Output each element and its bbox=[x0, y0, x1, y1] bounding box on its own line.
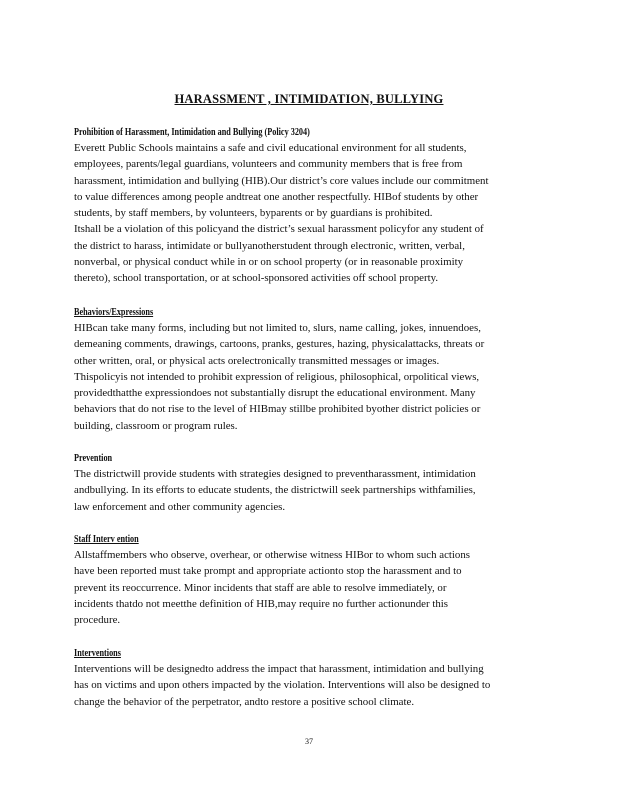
section-behaviors bbox=[74, 306, 550, 434]
document-title: HARASSMENT , INTIMIDATION, BULLYING bbox=[174, 92, 444, 106]
text-line: building, classroom or program rules. bbox=[74, 419, 238, 432]
text-line: Itshall be a violation of this policyand the district’s sexual harassment policyfor any student of bbox=[74, 223, 484, 236]
text-line: The districtwill provide students with strategies designed to preventharassment, intimidation bbox=[74, 468, 476, 480]
text-line: Allstaffmembers who observe, overhear, or otherwise witness HIBor to whom such actions bbox=[74, 549, 471, 561]
text-line: employees, parents/legal guardians, volunteers and community members that is free from bbox=[74, 158, 463, 171]
text-line: prevent its reoccurrence. Minor incidents that staff are able to resolve immediately, or bbox=[74, 581, 447, 594]
text-line: providedthatthe expressiondoes not substantially disrupt the educational environment. Many bbox=[74, 387, 476, 400]
text-line: have been reported must take prompt and appropriate actionto stop the harassment and to bbox=[74, 565, 462, 578]
text-line: HIBcan take many forms, including but not limited to, slurs, name calling, jokes, innuendoes, bbox=[74, 322, 481, 334]
section-heading: Prohibition of Harassment, Intimidation and Bullying (Policy 3204) bbox=[74, 127, 310, 138]
section-heading: Behaviors/Expressions bbox=[74, 307, 154, 318]
text-line: demeaning comments, drawings, cartoons, pranks, gestures, hazing, physicalattacks, threats or bbox=[74, 338, 485, 351]
section-interventions bbox=[74, 647, 550, 710]
text-line: behaviors that do not rise to the level of HIBmay stillbe prohibited byother district policies or bbox=[74, 403, 481, 416]
text-line: the district to harass, intimidate or bullyanotherstudent through electronic, written, verbal, bbox=[74, 239, 465, 252]
section-prohibition bbox=[74, 126, 550, 287]
text-line: andbullying. In its efforts to educate students, the districtwill seek partnerships withfamilies, bbox=[74, 484, 476, 497]
section-staff-intervention bbox=[74, 533, 550, 628]
text-line: harassment, intimidation and bullying (HIB).Our district’s core values include our commitment bbox=[74, 174, 489, 187]
text-line: incidents thatdo not meetthe definition of HIB,may require no further actionunder this bbox=[74, 597, 449, 610]
text-line: Everett Public Schools maintains a safe and civil educational environment for all students, bbox=[74, 142, 467, 154]
text-line: change the behavior of the perpetrator, andto restore a positive school climate. bbox=[74, 695, 415, 708]
text-line: Interventions will be designedto address the impact that harassment, intimidation and bullying bbox=[74, 663, 484, 675]
section-heading: Interventions bbox=[74, 648, 121, 659]
text-line: nonverbal, or physical conduct while in or on school property (or in reasonable proximity bbox=[74, 256, 464, 269]
section-heading: Staff Interv ention bbox=[74, 534, 139, 545]
text-line: thereto), school transportation, or at school-sponsored activities off school property. bbox=[74, 272, 439, 285]
text-line: other written, oral, or physical acts orelectronically transmitted messages or images. bbox=[74, 354, 440, 367]
text-line: students, by staff members, by volunteers, byparents or by guardians is prohibited. bbox=[74, 207, 433, 220]
section-heading: Prevention bbox=[74, 453, 113, 464]
text-line: procedure. bbox=[74, 614, 121, 627]
text-line: Thispolicyis not intended to prohibit expression of religious, philosophical, orpolitical views, bbox=[74, 370, 480, 383]
page-number: 37 bbox=[305, 737, 313, 746]
text-line: has on victims and upon others impacted by the violation. Interventions will also be designed to bbox=[74, 679, 491, 692]
section-prevention bbox=[74, 452, 550, 515]
text-line: to value differences among people andtreat one another respectfully. HIBof students by other bbox=[74, 190, 479, 203]
text-line: law enforcement and other community agencies. bbox=[74, 500, 286, 513]
